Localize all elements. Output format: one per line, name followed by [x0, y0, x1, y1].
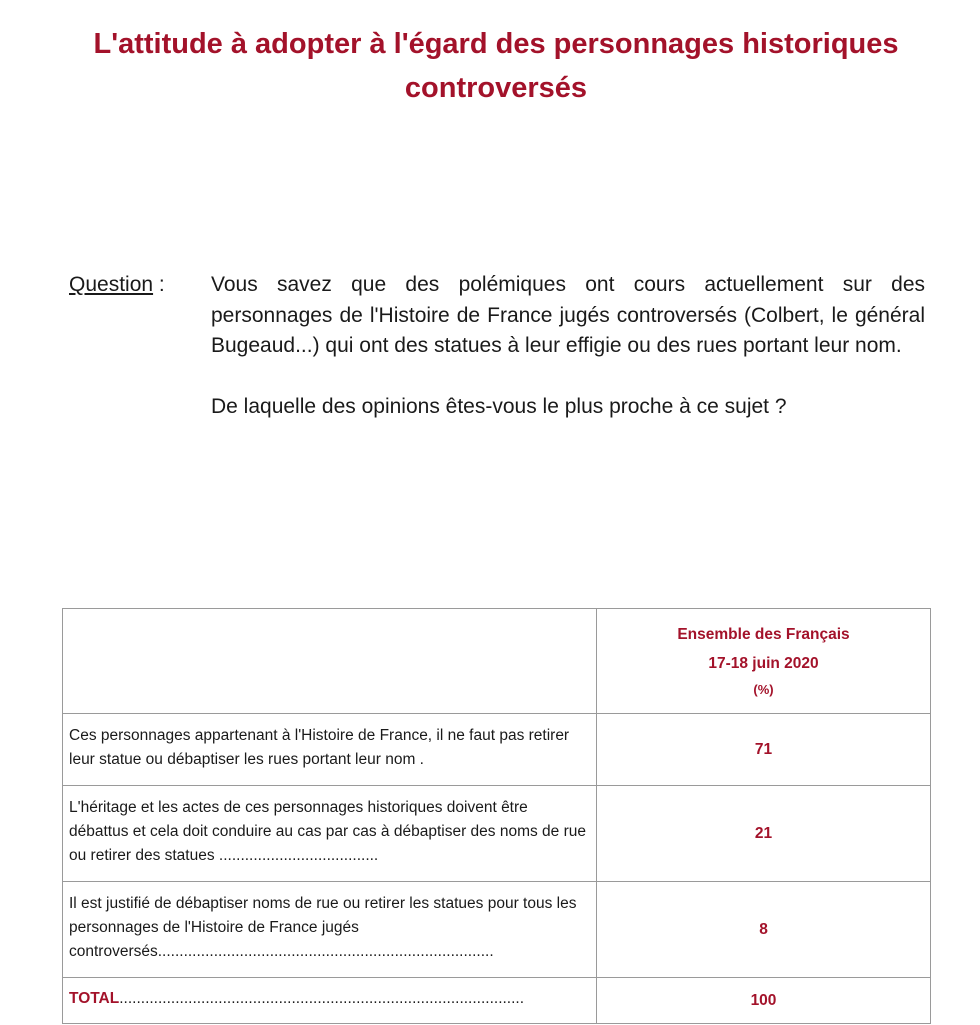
total-label-cell	[63, 978, 597, 1024]
question-label	[69, 270, 165, 301]
row-value: 21	[597, 786, 931, 882]
results-table	[62, 608, 931, 1024]
table-row	[63, 786, 931, 882]
question-label-suffix: :	[153, 273, 165, 296]
row-label: Il est justifié de débaptiser noms de rue ou retirer les statues pour tous les personnages de l'Histoire de France jugés controversés..............................................................................	[63, 882, 597, 978]
question-paragraph-1: Vous savez que des polémiques ont cours actuellement sur des personnages de l'Histoire de France jugés controversés (Colbert, le général Bugeaud...) qui ont des statues à leur effigie ou des rues portant leur nom.	[211, 273, 925, 357]
total-leader-dots: ..............................................................................................	[119, 990, 525, 1007]
column-header-unit: (%)	[753, 682, 774, 697]
title-line-2: controversés	[404, 72, 588, 104]
table-row	[63, 882, 931, 978]
header-column-cell	[597, 609, 931, 714]
total-value: 100	[597, 978, 931, 1024]
question-text	[211, 270, 925, 422]
row-value: 71	[597, 714, 931, 786]
table-total-row	[63, 978, 931, 1024]
row-label: Ces personnages appartenant à l'Histoire de France, il ne faut pas retirer leur statue ou débaptiser les rues portant leur nom .	[63, 714, 597, 786]
row-label: L'héritage et les actes de ces personnages historiques doivent être débattus et cela doit conduire au cas par cas à débaptiser des noms de rue ou retirer des statues .....................................	[63, 786, 597, 882]
total-label: TOTAL	[69, 990, 120, 1007]
question-label-text: Question	[69, 273, 154, 296]
header-empty-cell	[63, 609, 597, 714]
page-title	[20, 22, 972, 110]
row-value: 8	[597, 882, 931, 978]
title-line-1: L'attitude à adopter à l'égard des personnages historiques	[93, 28, 899, 60]
table-header-row	[63, 609, 931, 714]
column-header-population: Ensemble des Français	[677, 626, 850, 643]
column-header-date: 17-18 juin 2020	[708, 655, 819, 672]
question-paragraph-2: De laquelle des opinions êtes-vous le plus proche à ce sujet ?	[211, 394, 787, 418]
table-row	[63, 714, 931, 786]
